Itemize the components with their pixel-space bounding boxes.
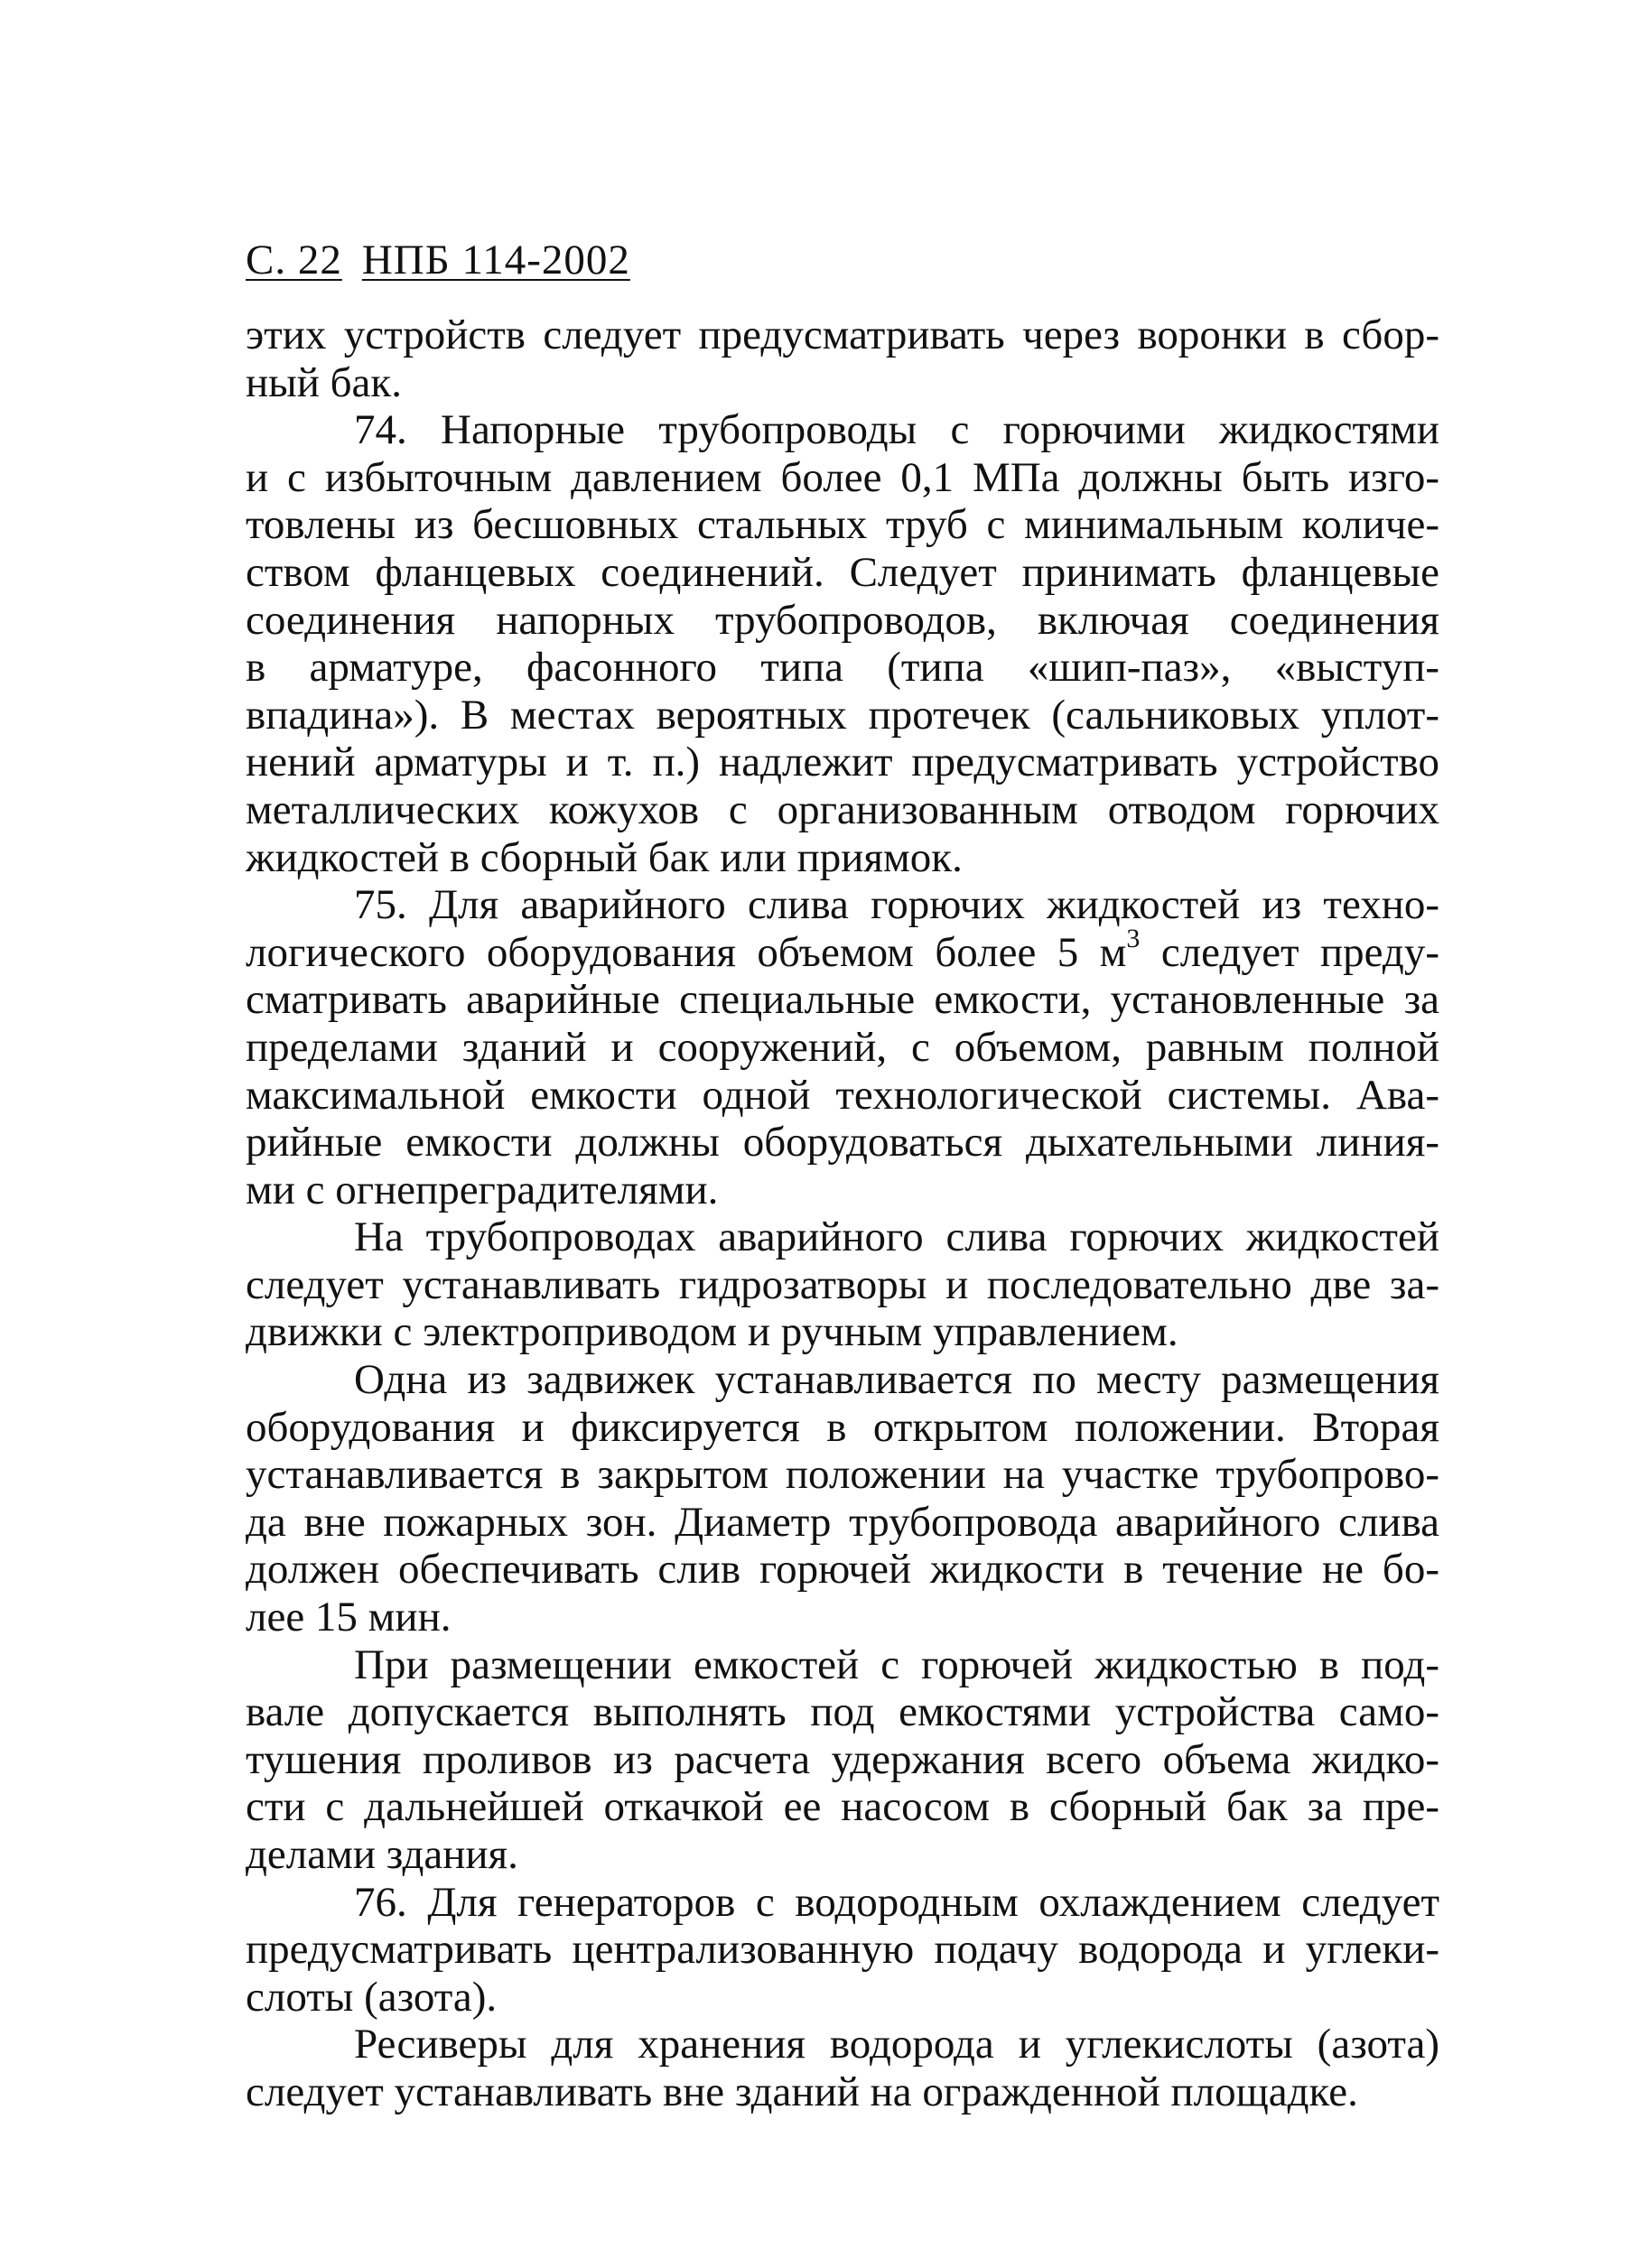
- text-line: 75. Для аварийного слива горючих жидкостей из техно-: [354, 881, 1439, 929]
- paragraph-item-74: [246, 406, 1439, 881]
- text-line: рийные емкости должны оборудоваться дыхательными линия-: [246, 1119, 1439, 1167]
- text-line: впадина»). В местах вероятных протечек (сальниковых уплот-: [246, 691, 1439, 739]
- text-line: этих устройств следует предусматривать через воронки в сбор-: [246, 311, 1439, 358]
- text-line: да вне пожарных зон. Диаметр трубопровода аварийного слива: [246, 1498, 1439, 1546]
- paragraph-item-76: [246, 1879, 1439, 2022]
- text-line: Ресиверы для хранения водорода и углекислоты (азота): [354, 2021, 1439, 2068]
- text-line: в арматуре, фасонного типа (типа «шип-паз», «выступ-: [246, 644, 1439, 692]
- paragraph-item-75: [246, 881, 1439, 1213]
- text-line: соединения напорных трубопроводов, включая соединения: [246, 596, 1439, 644]
- text-line: движки с электроприводом и ручным управлением.: [246, 1308, 1178, 1356]
- paragraph: [246, 1356, 1439, 1641]
- text-line: 76. Для генераторов с водородным охлаждением следует: [354, 1878, 1439, 1926]
- text-line: При размещении емкостей с горючей жидкостью в под-: [354, 1641, 1439, 1688]
- text-line: На трубопроводах аварийного слива горючих жидкостей: [354, 1213, 1439, 1261]
- text-line: оборудования и фиксируется в открытом положении. Вторая: [246, 1403, 1439, 1451]
- document-code: НПБ 114-2002: [361, 237, 630, 284]
- text-line: следует устанавливать вне зданий на огражденной площадке.: [246, 2068, 1358, 2115]
- superscript: 3: [1126, 928, 1141, 954]
- text-line: устанавливается в закрытом положении на участке трубопрово-: [246, 1451, 1439, 1499]
- paragraph: [246, 2021, 1439, 2115]
- page-number: С. 22: [246, 237, 342, 284]
- paragraph: [246, 1213, 1439, 1356]
- text-line: пределами зданий и сооружений, с объемом, равным полной: [246, 1023, 1439, 1071]
- text-fragment: следует преду-: [1140, 928, 1439, 976]
- text-line: тушения проливов из расчета удержания всего объема жидко-: [246, 1735, 1439, 1783]
- text-line: ми с огнепреградителями.: [246, 1166, 719, 1213]
- document-body: [246, 311, 1439, 2116]
- text-line: и с избыточным давлением более 0,1 МПа должны быть изго-: [246, 453, 1439, 501]
- paragraph: [246, 1641, 1439, 1879]
- text-line: жидкостей в сборный бак или приямок.: [246, 833, 963, 881]
- text-line: лее 15 мин.: [246, 1594, 452, 1641]
- paragraph-continuation: [246, 311, 1439, 406]
- text-line: металлических кожухов с организованным отводом горючих: [246, 785, 1439, 833]
- text-line: сматривать аварийные специальные емкости, установленные за: [246, 976, 1439, 1024]
- text-line: делами здания.: [246, 1831, 518, 1878]
- text-line: максимальной емкости одной технологической системы. Ава-: [246, 1071, 1439, 1119]
- text-line: ный бак.: [246, 358, 402, 406]
- text-line: 74. Напорные трубопроводы с горючими жидкостями: [354, 406, 1439, 454]
- text-line: вале допускается выполнять под емкостями устройства само-: [246, 1688, 1439, 1736]
- text-line: Одна из задвижек устанавливается по месту размещения: [354, 1356, 1439, 1404]
- text-line: предусматривать централизованную подачу водорода и углеки-: [246, 1926, 1439, 1974]
- page-header: [246, 233, 630, 287]
- text-line: следует устанавливать гидрозатворы и последовательно две за-: [246, 1260, 1439, 1308]
- text-line: должен обеспечивать слив горючей жидкости в течение не бо-: [246, 1546, 1439, 1594]
- text-line-with-superscript: [246, 929, 1439, 977]
- text-line: сти с дальнейшей откачкой ее насосом в сборный бак за пре-: [246, 1783, 1439, 1831]
- text-line: ством фланцевых соединений. Следует принимать фланцевые: [246, 548, 1439, 596]
- text-line: слоты (азота).: [246, 1973, 498, 2021]
- text-fragment: логического оборудования объемом более 5 м: [246, 928, 1127, 976]
- text-line: нений арматуры и т. п.) надлежит предусматривать устройство: [246, 739, 1439, 786]
- text-line: товлены из бесшовных стальных труб с минимальным количе-: [246, 501, 1439, 549]
